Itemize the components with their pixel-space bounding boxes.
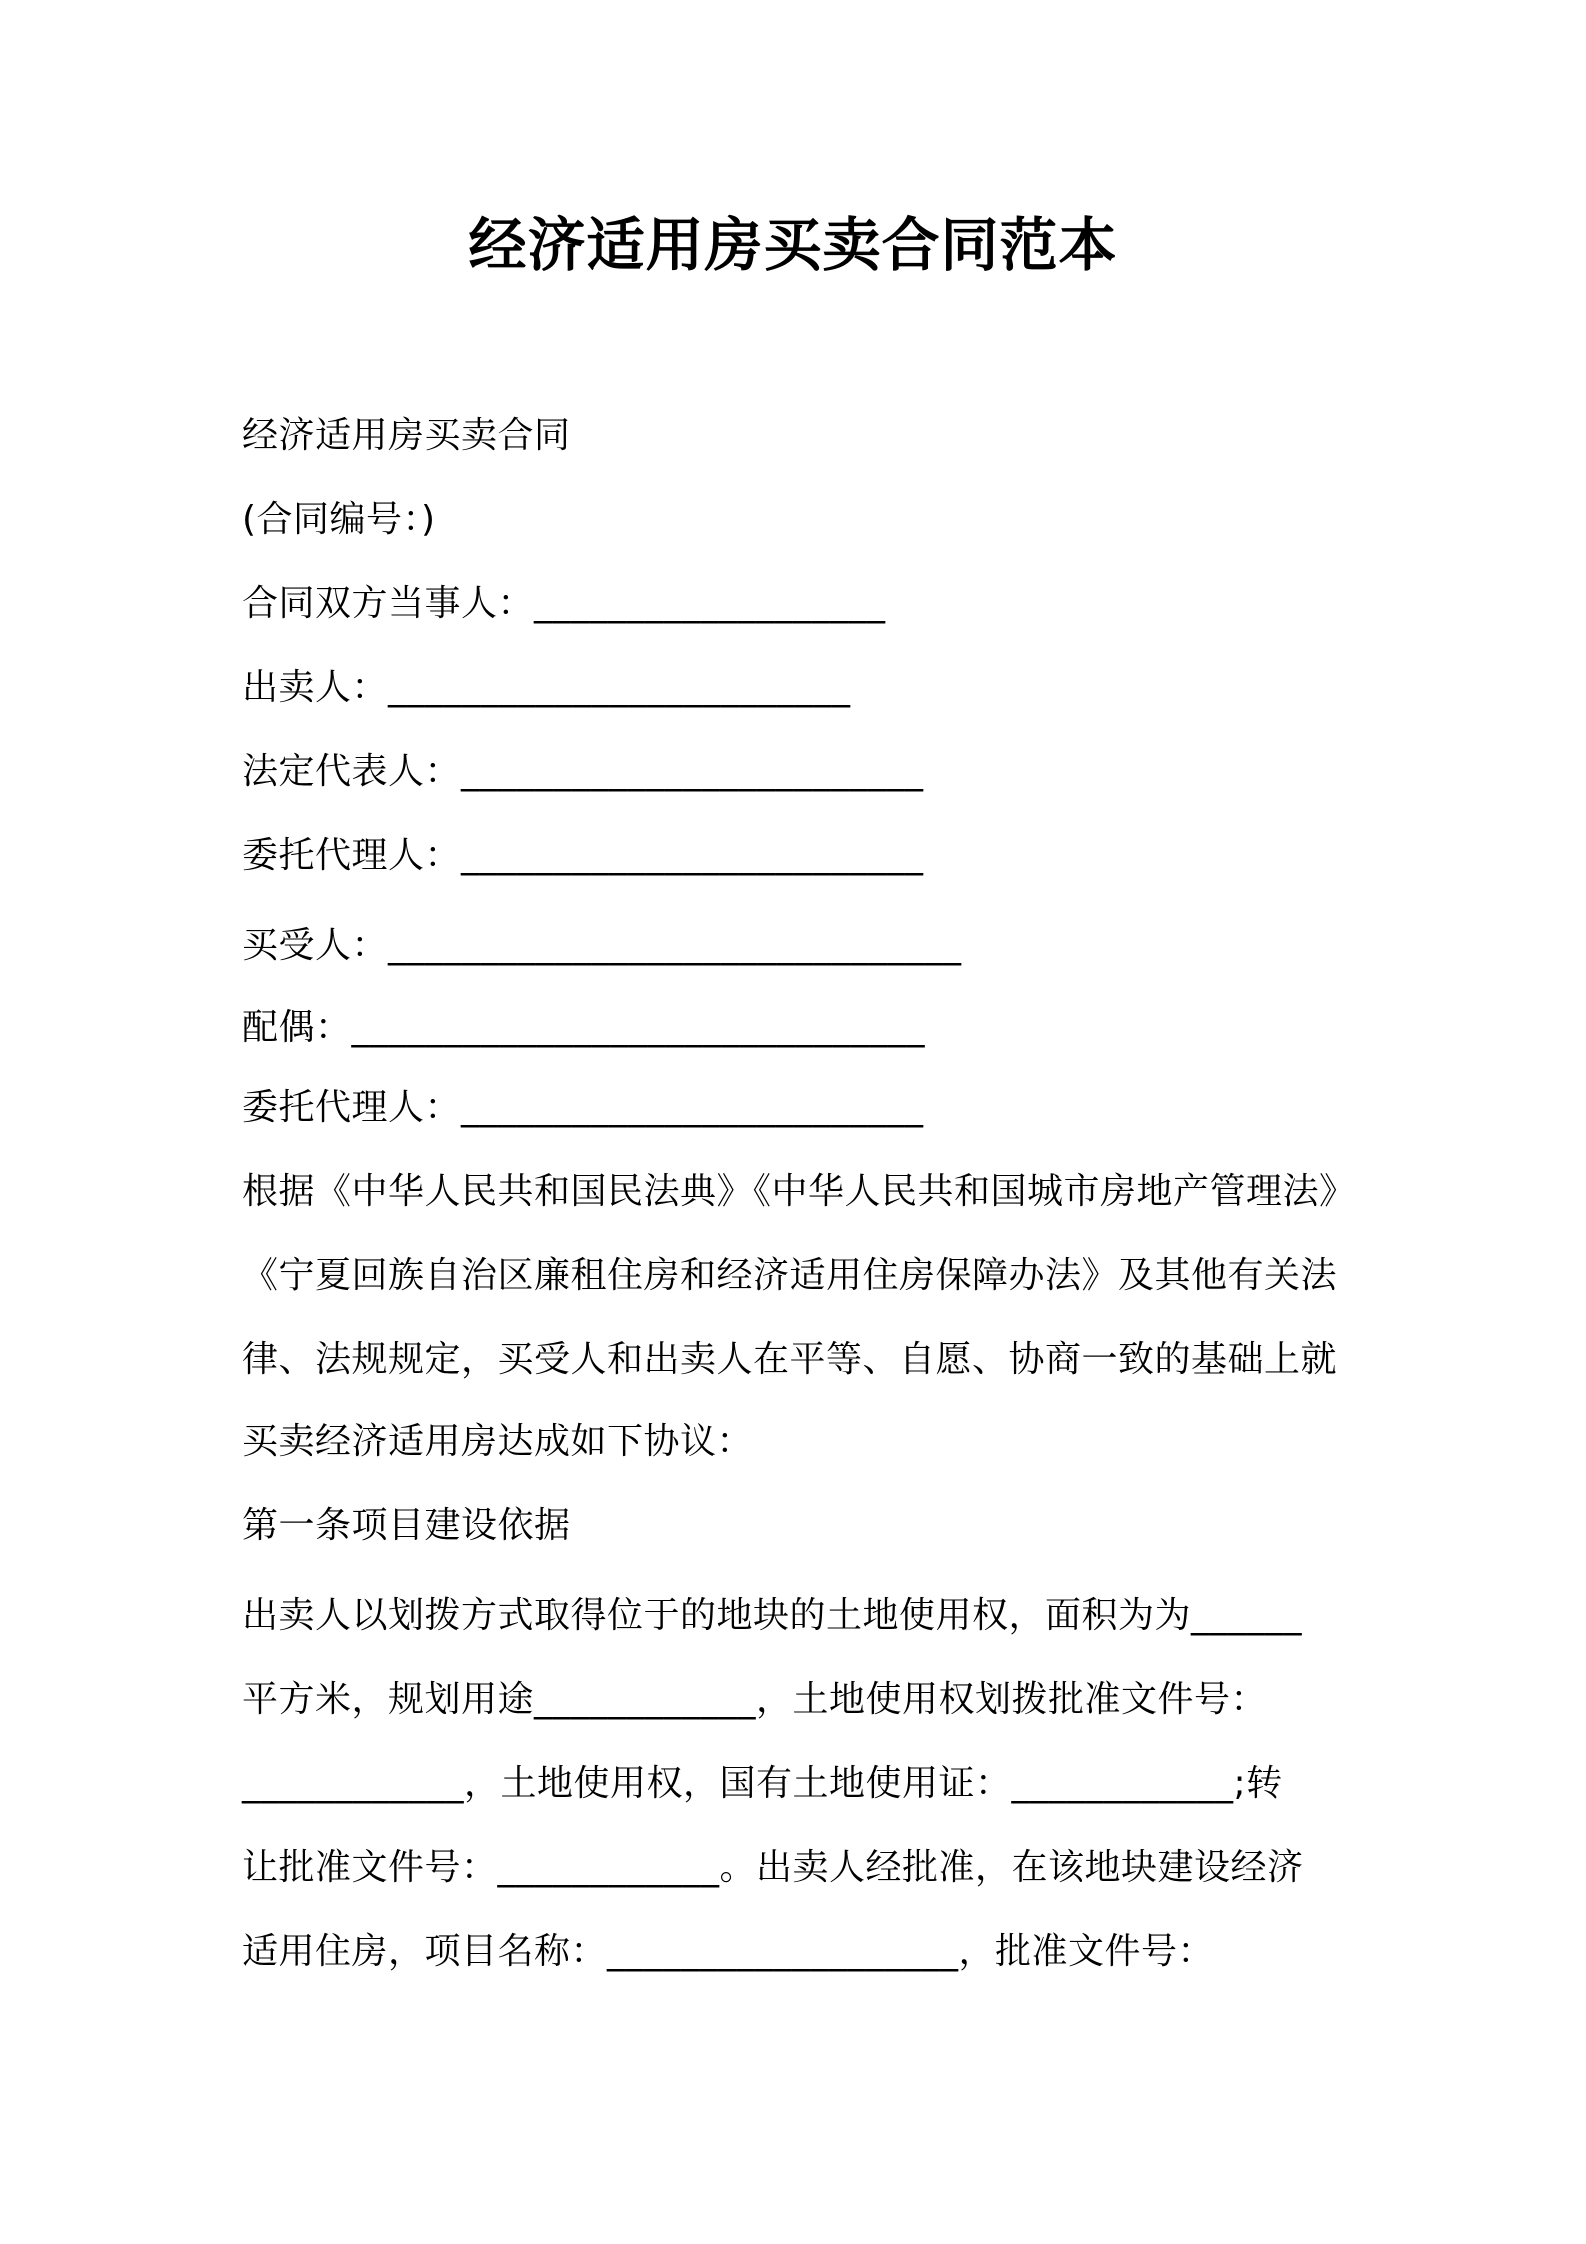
article-one-line-2: 平方米，规划用途____________，土地使用权划拨批准文件号：	[242, 1679, 1268, 1720]
line-buyer-agent: 委托代理人：_________________________	[242, 1087, 924, 1128]
line-basis-1: 根据《中华人民共和国民法典》《中华人民共和国城市房地产管理法》	[242, 1171, 1356, 1212]
line-contract-number: (合同编号：)	[242, 499, 436, 540]
line-basis-3: 律、法规规定，买受人和出卖人在平等、自愿、协商一致的基础上就	[242, 1339, 1338, 1380]
line-seller-agent: 委托代理人：_________________________	[242, 835, 924, 876]
line-buyer: 买受人：_______________________________	[242, 925, 962, 966]
line-basis-4: 买卖经济适用房达成如下协议：	[242, 1421, 754, 1462]
document-title: 经济适用房买卖合同范本	[468, 211, 1118, 279]
line-basis-2: 《宁夏回族自治区廉租住房和经济适用住房保障办法》及其他有关法	[242, 1255, 1338, 1296]
line-subtitle: 经济适用房买卖合同	[242, 415, 571, 456]
line-legal-representative: 法定代表人：_________________________	[242, 751, 924, 792]
article-one-line-4: 让批准文件号：____________。出卖人经批准，在该地块建设经济	[242, 1847, 1304, 1888]
article-one-heading: 第一条项目建设依据	[242, 1505, 571, 1546]
line-spouse: 配偶：_______________________________	[242, 1007, 926, 1048]
article-one-line-5: 适用住房，项目名称：___________________，批准文件号：	[242, 1931, 1215, 1972]
article-one-line-3: ____________，土地使用权，国有土地使用证：____________;转	[242, 1763, 1283, 1804]
line-parties: 合同双方当事人：___________________	[242, 583, 886, 624]
article-one-line-1: 出卖人以划拨方式取得位于的地块的土地使用权，面积为为______	[242, 1595, 1303, 1636]
line-seller: 出卖人：_________________________	[242, 667, 851, 708]
